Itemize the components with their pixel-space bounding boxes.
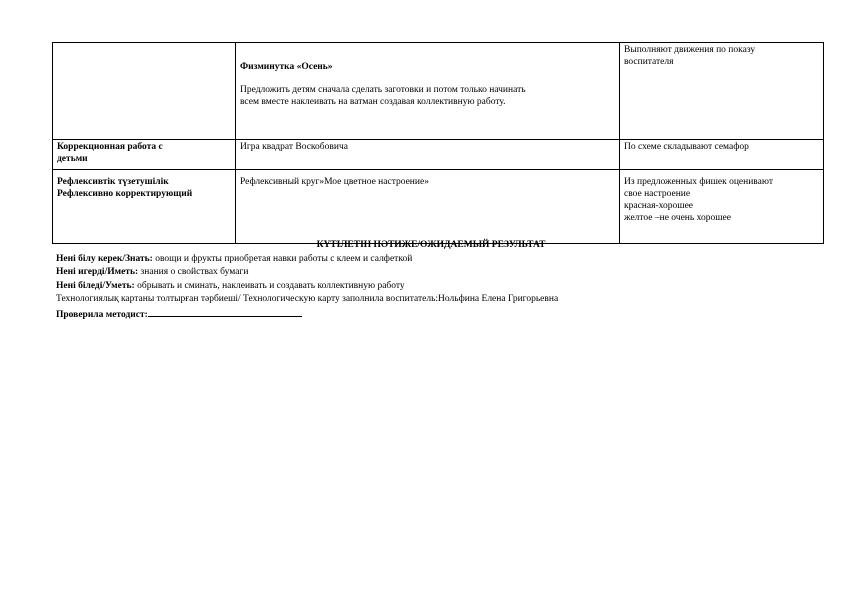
able-text: обрывать и сминать, наклеивать и создавать коллективную работу: [134, 280, 405, 291]
cell-text: Рефлексивный круг»Мое цветное настроение»: [240, 177, 429, 187]
expected-results-section: [56, 239, 816, 323]
know-text: овощи и фрукты приобретая навки работы с клеем и салфеткой: [152, 253, 413, 264]
know-line: [56, 253, 816, 267]
table-row: [53, 170, 824, 244]
stage-cell: [53, 140, 236, 170]
cell-text: Рефлексивтік түзетушілік: [57, 177, 169, 187]
cell-text: красная-хорошее: [624, 201, 694, 211]
cell-text: Предложить детям сначала сделать заготовки и потом только начинать: [240, 85, 526, 95]
children-activity-cell: [620, 170, 824, 244]
cell-text: детьми: [57, 154, 88, 164]
have-text: знания о свойствах бумаги: [138, 267, 249, 278]
cell-text: Из предложенных фишек оценивают: [624, 177, 774, 187]
author-line: Технологиялық картаны толтырған тәрбиеші/ Технологическую карту заполнила воспитатель:Нольфина Елена Григорьевна: [56, 294, 559, 305]
have-label: Нені игерді/Иметь:: [56, 267, 139, 278]
have-line: [56, 266, 816, 280]
teacher-activity-cell: [236, 170, 620, 244]
teacher-activity-cell: [236, 140, 620, 170]
teacher-activity-cell: [236, 43, 620, 140]
checked-line: [56, 307, 816, 323]
stage-cell: [53, 170, 236, 244]
table-row: [53, 43, 824, 140]
able-label: Нені біледі/Уметь:: [56, 280, 135, 291]
lesson-plan-table: [52, 42, 824, 244]
cell-text: Выполняют движения по показу: [624, 45, 756, 55]
cell-text: По схеме складывают семафор: [624, 142, 749, 152]
cell-text: Физминутка «Осень»: [240, 62, 333, 72]
signature-line: [148, 307, 302, 317]
checked-label: Проверила методист:: [56, 309, 148, 320]
expected-results-heading: КҮТІЛЕТІН НӘТИЖЕ/ОЖИДАЕМЫЙ РЕЗУЛЬТАТ: [316, 240, 546, 250]
cell-text: свое настроение: [624, 189, 691, 199]
children-activity-cell: [620, 43, 824, 140]
children-activity-cell: [620, 140, 824, 170]
stage-cell: [53, 43, 236, 140]
cell-text: Коррекционная работа с: [57, 142, 163, 152]
table-row: [53, 140, 824, 170]
cell-text: Рефлексивно корректирующий: [57, 189, 193, 199]
able-line: [56, 280, 816, 294]
cell-text: воспитателя: [624, 57, 674, 67]
cell-text: всем вместе наклеивать на ватман создавая коллективную работу.: [240, 97, 506, 107]
cell-text: желтое –не очень хорошее: [624, 213, 731, 223]
know-label: Нені білу керек/Знать:: [56, 253, 153, 264]
cell-text: Игра квадрат Воскобовича: [240, 142, 348, 152]
